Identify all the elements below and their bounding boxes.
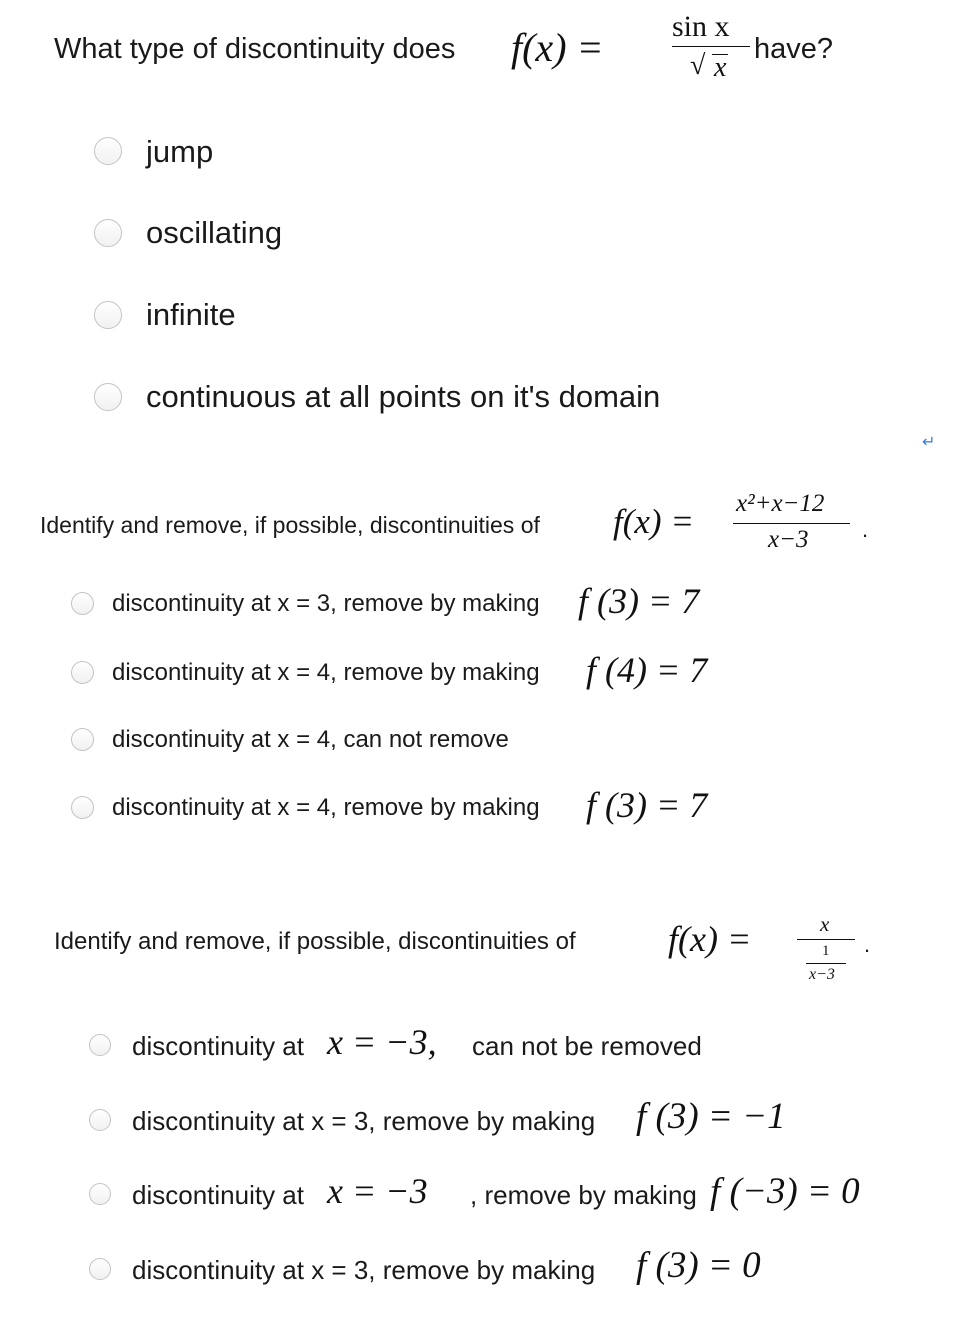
option-math: f (3) = −1 <box>636 1096 786 1137</box>
radio-button[interactable] <box>71 661 94 684</box>
q1-function-lhs: f(x) = <box>511 25 604 70</box>
q3-period: . <box>864 932 871 957</box>
option-label: discontinuity at x = 3, remove by making <box>132 1106 596 1136</box>
option-label: discontinuity at x = 4, remove by making <box>112 794 540 821</box>
q3-inner-fraction-bar <box>806 963 846 964</box>
radio-button[interactable] <box>89 1034 111 1056</box>
q2-prompt: Identify and remove, if possible, discontinuities of <box>40 512 540 538</box>
option-label: discontinuity at <box>132 1031 304 1061</box>
radio-button[interactable] <box>94 301 122 329</box>
option-label: discontinuity at x = 4, remove by making <box>112 659 540 686</box>
radio-button[interactable] <box>89 1258 111 1280</box>
q2-period: . <box>862 517 869 542</box>
radio-button[interactable] <box>71 796 94 819</box>
option-suffix: can not be removed <box>472 1031 702 1061</box>
radio-button[interactable] <box>71 592 94 615</box>
radio-button[interactable] <box>89 1183 111 1205</box>
q2-numerator: x²+x−12 <box>736 490 825 517</box>
q1-prompt: What type of discontinuity does <box>54 33 456 65</box>
option-label: jump <box>146 134 214 169</box>
option-suffix: , remove by making <box>470 1180 697 1210</box>
option-label: discontinuity at x = 3, remove by making <box>112 590 540 617</box>
q2-fraction-bar <box>733 523 850 524</box>
option-math-2: f (−3) = 0 <box>710 1171 860 1212</box>
q3-inner-denominator: x−3 <box>809 966 835 983</box>
q1-radical-sign: √ <box>690 50 706 81</box>
option-label: discontinuity at x = 3, remove by making <box>132 1255 596 1285</box>
q3-fraction-bar <box>797 939 855 940</box>
q3-prompt: Identify and remove, if possible, discontinuities of <box>54 928 576 955</box>
option-label: discontinuity at x = 4, can not remove <box>112 726 509 753</box>
q1-numerator: sin x <box>672 10 730 43</box>
q3-function-lhs: f(x) = <box>668 919 752 959</box>
option-math: f (4) = 7 <box>586 650 708 690</box>
return-icon: ↵ <box>922 434 936 451</box>
q1-prompt-after: have? <box>754 33 834 65</box>
option-label: discontinuity at <box>132 1180 304 1210</box>
option-label: continuous at all points on it's domain <box>146 379 661 414</box>
radio-button[interactable] <box>94 219 122 247</box>
radio-button[interactable] <box>89 1109 111 1131</box>
option-label: oscillating <box>146 215 283 250</box>
option-math: x = −3, <box>327 1022 437 1062</box>
q2-function-lhs: f(x) = <box>613 502 694 541</box>
option-math: f (3) = 7 <box>578 581 700 621</box>
option-math: f (3) = 7 <box>586 785 708 825</box>
option-label: infinite <box>146 297 236 332</box>
q3-inner-numerator: 1 <box>822 943 830 959</box>
q1-denominator: x <box>714 52 727 83</box>
radio-button[interactable] <box>94 383 122 411</box>
option-math: f (3) = 0 <box>636 1245 761 1286</box>
radio-button[interactable] <box>94 137 122 165</box>
radio-button[interactable] <box>71 728 94 751</box>
q2-denominator: x−3 <box>768 526 809 553</box>
q1-fraction-bar <box>672 46 750 47</box>
q3-numerator: x <box>820 912 830 936</box>
option-math: x = −3 <box>327 1171 428 1211</box>
